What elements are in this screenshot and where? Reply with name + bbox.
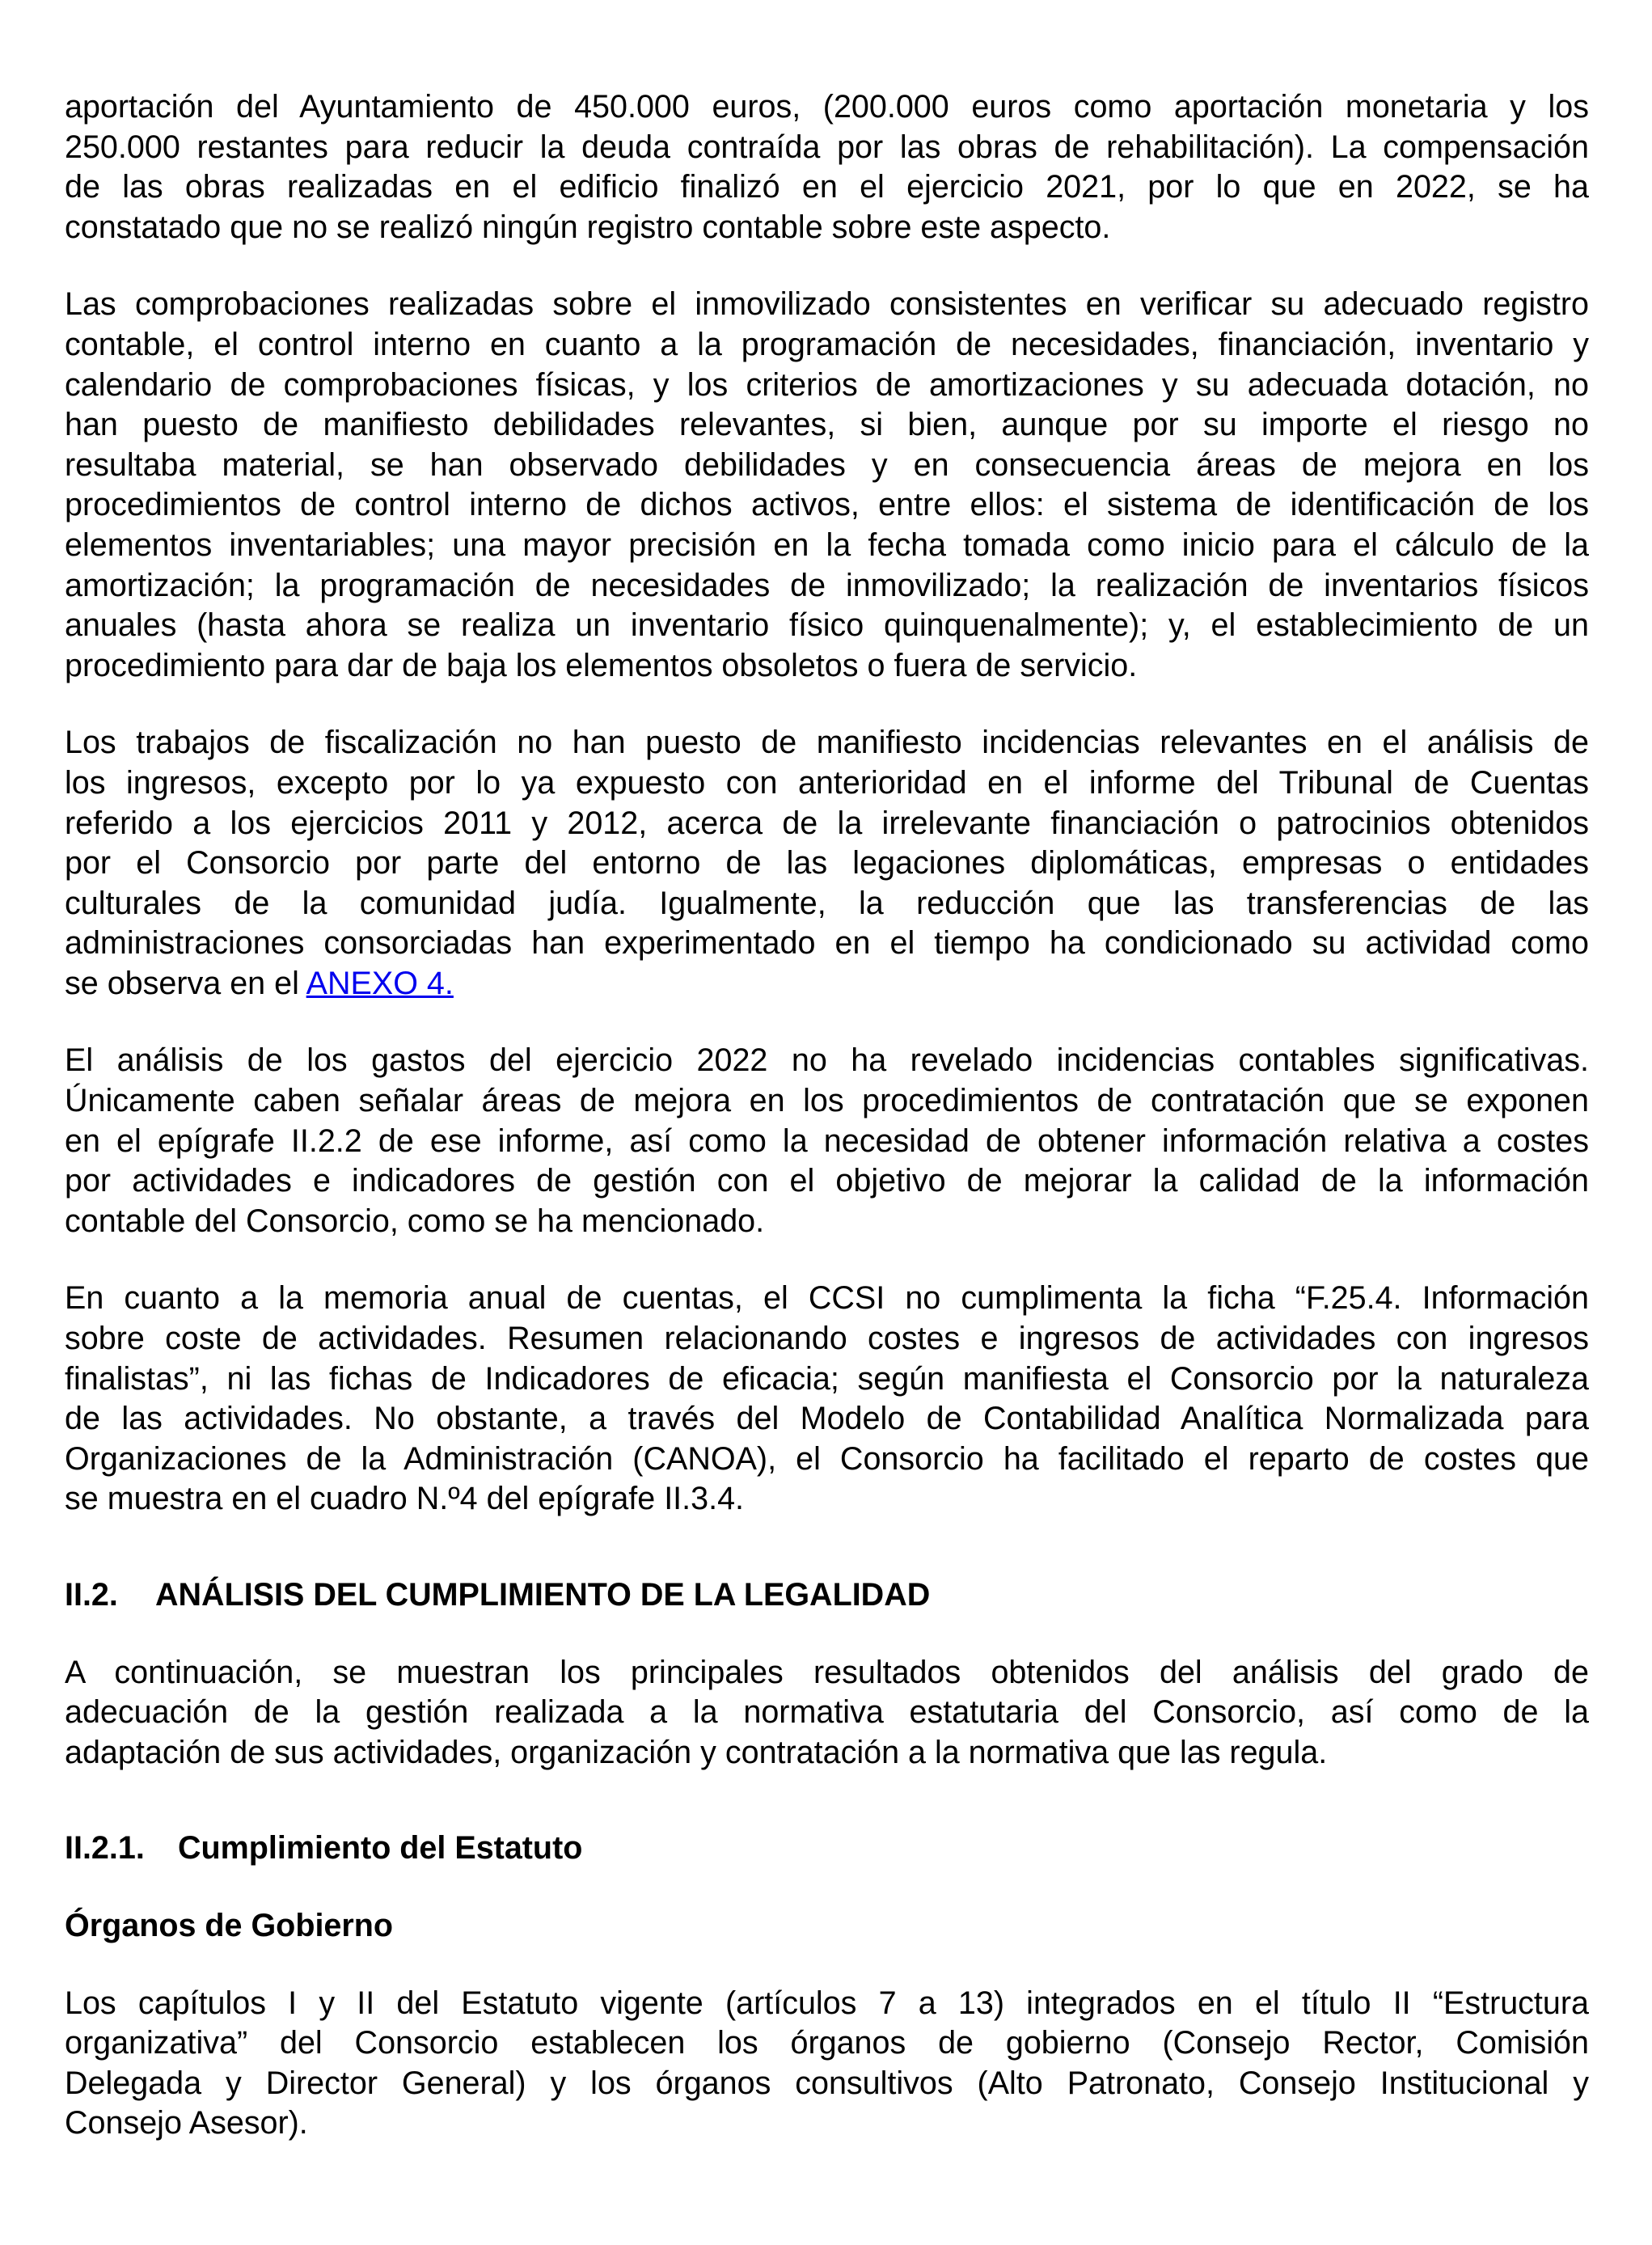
paragraph [65,1279,1589,1520]
paragraph-line: contable del Consorcio, como se ha mencionado. [65,1203,765,1239]
paragraph-line: Las comprobaciones realizadas sobre el inmovilizado consistentes en verificar su adecuado registro [65,286,1589,323]
paragraph-line: adecuación de la gestión realizada a la normativa estatutaria del Consorcio, así como de la [65,1694,1589,1731]
paragraph-line: El análisis de los gastos del ejercicio 2022 no ha revelado incidencias contables significativas. [65,1042,1589,1079]
paragraph-line: los ingresos, excepto por lo ya expuesto con anterioridad en el informe del Tribunal de Cuentas [65,764,1589,801]
paragraph-line: resultaba material, se han observado debilidades y en consecuencia áreas de mejora en los [65,446,1589,483]
paragraph-line: Los trabajos de fiscalización no han puesto de manifiesto incidencias relevantes en el análisis de [65,725,1589,761]
paragraph-line [65,964,1589,1004]
paragraph-line: contable, el control interno en cuanto a la programación de necesidades, financiación, inventario y [65,326,1589,362]
paragraph-line: Únicamente caben señalar áreas de mejora en los procedimientos de contratación que se exponen [65,1083,1589,1119]
paragraph-line: organizativa” del Consorcio establecen los órganos de gobierno (Consejo Rector, Comisión [65,2025,1589,2061]
anexo-4-link[interactable]: ANEXO 4. [306,965,454,1001]
paragraph-line: de las actividades. No obstante, a través del Modelo de Contabilidad Analítica Normalizada para [65,1401,1589,1437]
paragraph-line: A continuación, se muestran los principales resultados obtenidos del análisis del grado de [65,1654,1589,1690]
paragraph-line: Organizaciones de la Administración (CANOA), el Consorcio ha facilitado el reparto de costes que [65,1440,1589,1477]
paragraph-line: 250.000 restantes para reducir la deuda contraída por las obras de rehabilitación). La compensación [65,129,1589,165]
line-text: se observa en el [65,965,306,1001]
paragraph-line: culturales de la comunidad judía. Igualmente, la reducción que las transferencias de las [65,885,1589,921]
paragraph-line: en el epígrafe II.2.2 de ese informe, así como la necesidad de obtener información relativa a costes [65,1122,1589,1159]
paragraph-line: por el Consorcio por parte del entorno de las legaciones diplomáticas, empresas o entidades [65,845,1589,882]
paragraph-line: constatado que no se realizó ningún registro contable sobre este aspecto. [65,209,1111,245]
paragraph-line: amortización; la programación de necesidades de inmovilizado; la realización de inventarios físicos [65,567,1589,603]
paragraph-line: Delegada y Director General) y los órganos consultivos (Alto Patronato, Consejo Institucional y [65,2065,1589,2101]
paragraph-line: En cuanto a la memoria anual de cuentas, el CCSI no cumplimenta la ficha “F.25.4. Información [65,1280,1589,1317]
subsection-number: II.2.1. [65,1830,145,1867]
subsection-title: Cumplimiento del Estatuto [178,1830,583,1867]
section-heading [65,1575,1589,1616]
paragraph-line: aportación del Ayuntamiento de 450.000 euros, (200.000 euros como aportación monetaria y los [65,89,1589,125]
subheading: Órganos de Gobierno [65,1907,394,1943]
section-number: II.2. [65,1577,118,1613]
paragraph [65,1041,1589,1241]
paragraph-line: anuales (hasta ahora se realiza un inventario físico quinquenalmente); y, el establecimiento de un [65,607,1589,644]
paragraph [65,1984,1589,2144]
subsection-heading [65,1829,1589,1869]
paragraph [65,87,1589,247]
section-title: ANÁLISIS DEL CUMPLIMIENTO DE LA LEGALIDAD [155,1577,931,1613]
paragraph-line: han puesto de manifiesto debilidades relevantes, si bien, aunque por su importe el riesgo no [65,407,1589,443]
paragraph-line: de las obras realizadas en el edificio finalizó en el ejercicio 2021, por lo que en 2022, se ha [65,169,1589,205]
paragraph-line: sobre coste de actividades. Resumen relacionando costes e ingresos de actividades con ingresos [65,1321,1589,1357]
paragraph-line: finalistas”, ni las fichas de Indicadores de eficacia; según manifiesta el Consorcio por la naturaleza [65,1360,1589,1397]
paragraph-line: referido a los ejercicios 2011 y 2012, acerca de la irrelevante financiación o patrocinios obtenidos [65,805,1589,841]
paragraph [65,285,1589,686]
paragraph-line: Consejo Asesor). [65,2105,308,2141]
paragraph-line: adaptación de sus actividades, organización y contratación a la normativa que las regula. [65,1734,1328,1770]
paragraph-line: Los capítulos I y II del Estatuto vigente (artículos 7 a 13) integrados en el título II “Estructura [65,1985,1589,2021]
paragraph-line: por actividades e indicadores de gestión con el objetivo de mejorar la calidad de la información [65,1163,1589,1199]
paragraph [65,723,1589,1004]
paragraph-line: administraciones consorciadas han experimentado en el tiempo ha condicionado su actividad como [65,925,1589,962]
document-page [65,87,1589,2181]
paragraph-line: se muestra en el cuadro N.º4 del epígrafe II.3.4. [65,1481,745,1517]
paragraph-line: procedimiento para dar de baja los elementos obsoletos o fuera de servicio. [65,647,1138,683]
paragraph [65,1653,1589,1774]
paragraph-line: procedimientos de control interno de dichos activos, entre ellos: el sistema de identificación de los [65,487,1589,523]
paragraph-line: elementos inventariables; una mayor precisión en la fecha tomada como inicio para el cálculo de la [65,526,1589,563]
paragraph-line: calendario de comprobaciones físicas, y los criterios de amortizaciones y su adecuada dotación, no [65,366,1589,403]
